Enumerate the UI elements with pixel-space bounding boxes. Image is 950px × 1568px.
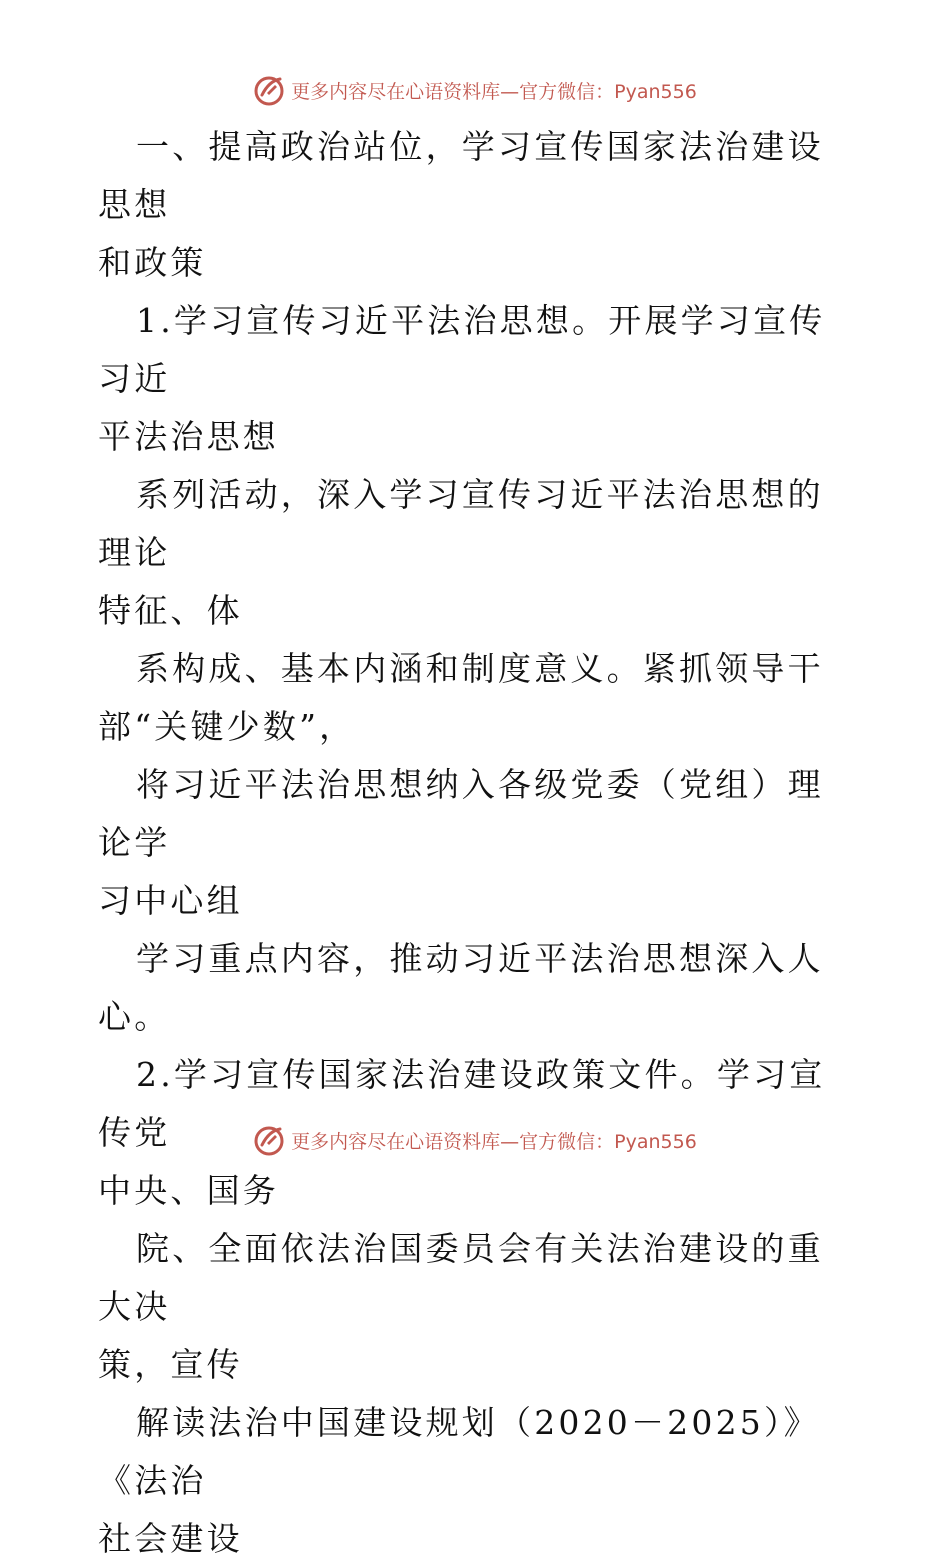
paragraph [98, 640, 858, 756]
watermark-text [291, 1127, 697, 1154]
paragraph [98, 118, 858, 292]
watermark-contact: Pyan556 [614, 1130, 697, 1153]
paragraph [98, 756, 858, 930]
paragraph [98, 292, 858, 466]
paragraph-line: 策，宣传 [98, 1345, 243, 1384]
paragraph [98, 930, 858, 1046]
paragraph [98, 1220, 858, 1394]
watermark-contact: Pyan556 [614, 80, 697, 103]
paragraph-line: 平法治思想 [98, 417, 279, 456]
watermark-label: 更多内容尽在心语资料库—官方微信： [291, 1130, 615, 1153]
paragraph-line: 部“关键少数”， [98, 707, 356, 746]
paragraph-line: 中央、国务 [98, 1171, 279, 1210]
paragraph-line: 社会建设 [98, 1519, 243, 1558]
header-watermark [0, 70, 950, 110]
paragraph-line: 院、全面依法治国委员会有关法治建设的重大决 [98, 1229, 824, 1326]
paragraph-line: 特征、体 [98, 591, 243, 630]
paragraph-line: 将习近平法治思想纳入各级党委（党组）理论学 [98, 765, 824, 862]
paragraph [98, 1394, 858, 1568]
paragraph-line: 一、提高政治站位，学习宣传国家法治建设思想 [98, 127, 824, 224]
paragraph-line: 1.学习宣传习近平法治思想。开展学习宣传习近 [98, 301, 826, 398]
pen-swirl-logo-icon [253, 73, 287, 107]
pen-swirl-logo-icon [253, 1123, 287, 1157]
paragraph-line: 解读法治中国建设规划（2020－2025）》《法治 [98, 1403, 820, 1500]
paragraph-line: 2.学习宣传国家法治建设政策文件。学习宣传党 [98, 1055, 826, 1152]
watermark-label: 更多内容尽在心语资料库—官方微信： [291, 80, 615, 103]
paragraph-line: 和政策 [98, 243, 207, 282]
paragraph-line: 系列活动，深入学习宣传习近平法治思想的理论 [98, 475, 824, 572]
paragraph [98, 466, 858, 640]
paragraph-line: 习中心组 [98, 881, 243, 920]
watermark-text [291, 77, 697, 104]
paragraph-line: 系构成、基本内涵和制度意义。紧抓领导干 [136, 649, 824, 688]
document-body [98, 118, 858, 1568]
paragraph-line: 学习重点内容，推动习近平法治思想深入人心。 [98, 939, 824, 1036]
footer-watermark [0, 1120, 950, 1160]
